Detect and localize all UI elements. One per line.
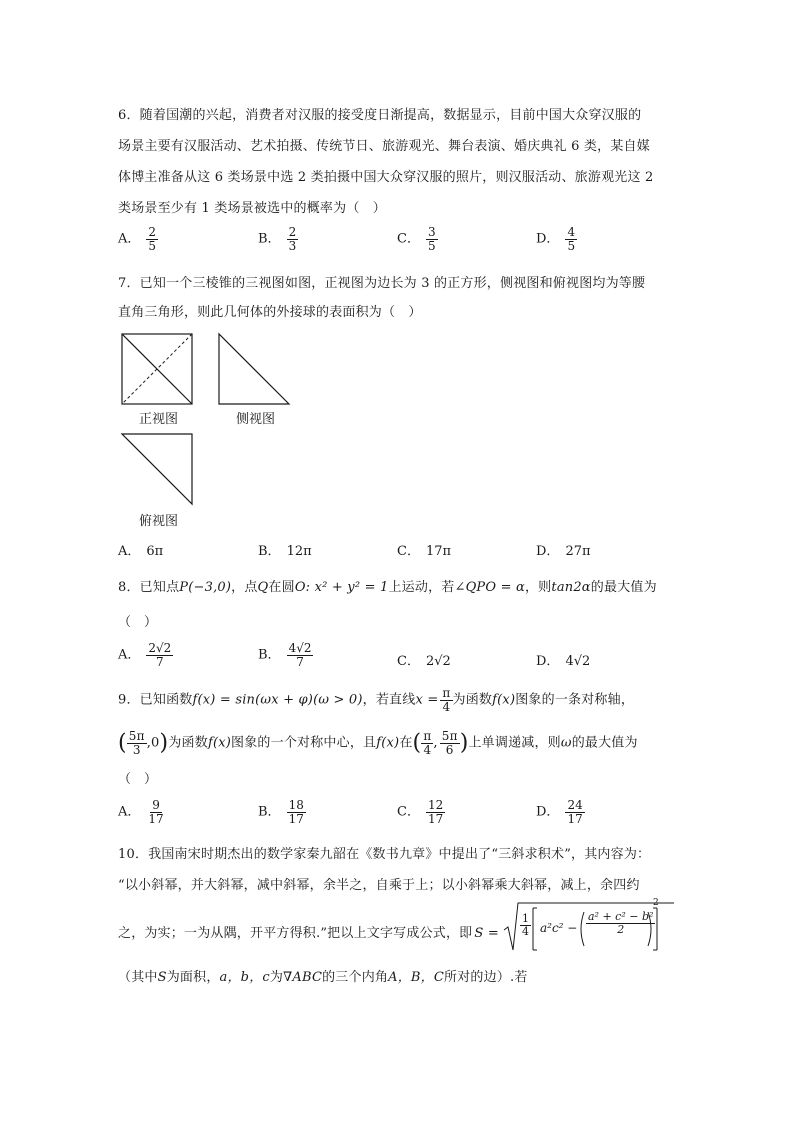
one-quarter: $\frac{1}{4}$: [522, 912, 529, 938]
q7-option-b[interactable]: B． 12π: [258, 544, 312, 559]
q8-option-a[interactable]: A． $\frac{2√2}{7}$: [118, 641, 172, 669]
q9-answer-paren: （ ）: [118, 772, 158, 787]
q6-line-2: 场景主要有汉服活动、艺术拍摄、传统节日、旅游观光、舞台表演、婚庆典礼 6 类，某自媒: [118, 139, 650, 154]
q8-option-d[interactable]: D． 4√2: [536, 654, 591, 669]
point-p: P(−3,0): [179, 580, 232, 595]
circle-eq: O: x² + y² = 1: [294, 580, 389, 595]
formula-a2c2: a²c² −: [540, 921, 578, 935]
q6-option-a[interactable]: A． $\frac{2}{5}$: [118, 225, 157, 253]
qin-jiushao-formula: [502, 900, 677, 954]
q7-option-d[interactable]: D． 27π: [536, 544, 591, 559]
q9-option-c[interactable]: C． $\frac{12}{17}$: [397, 798, 444, 826]
q6-option-d[interactable]: D． $\frac{4}{5}$: [536, 225, 576, 253]
formula-square-exponent: 2: [653, 898, 659, 908]
q9-option-d[interactable]: D． $\frac{24}{17}$: [536, 798, 583, 826]
q8-option-b[interactable]: B． $\frac{4√2}{7}$: [258, 641, 312, 669]
front-view-square: [122, 334, 192, 404]
q9-option-a[interactable]: A． $\frac{9}{17}$: [118, 798, 164, 826]
q8-answer-paren: （ ）: [118, 615, 158, 630]
q8-stem: 8．已知点P(−3,0)，点Q在圆O: x² + y² = 1上运动，若∠QPO = α，则tan2α的最大值为: [118, 580, 657, 595]
q7-option-a[interactable]: A． 6π: [118, 544, 164, 559]
q10-line-4: （其中S为面积，a，b，c为∇ABC的三个内角A，B，C所对的边）.若: [118, 970, 528, 985]
q6-option-b[interactable]: B． $\frac{2}{3}$: [258, 225, 297, 253]
q6-line-4: 类场景至少有 1 类场景被选中的概率为（ ）: [118, 201, 386, 216]
q6-line-1: 6．随着国潮的兴起，消费者对汉服的接受度日渐提高，数据显示，目前中国大众穿汉服的: [118, 108, 642, 123]
q7-line-1: 7．已知一个三棱锥的三视图如图，正视图为边长为 3 的正方形，侧视图和俯视图均为等腰: [118, 276, 646, 291]
front-view-caption: 正视图: [139, 412, 179, 427]
top-view-triangle: [122, 434, 192, 504]
q9-stem-line-2: ( $\frac{5\pi}{3}$ ,0)为函数f(x)图象的一个对称中心，且f(x)在( $\frac{\pi}{4}$ , $\frac{5\pi}{6}$ )上单调递减，则ω的最大值为: [118, 729, 638, 757]
q8-option-c[interactable]: C． 2√2: [397, 654, 451, 669]
q10-line-1: 10．我国南宋时期杰出的数学家秦九韶在《数书九章》中提出了“三斜求积术”，其内容为：: [118, 847, 651, 862]
q9-option-b[interactable]: B． $\frac{18}{17}$: [258, 798, 304, 826]
q7-option-c[interactable]: C． 17π: [397, 544, 452, 559]
q7-line-2: 直角三角形，则此几何体的外接球的表面积为（ ）: [118, 305, 422, 320]
side-view-triangle: [219, 334, 289, 404]
side-view-caption: 侧视图: [236, 412, 276, 427]
formula-inner-fraction: $\frac{\text{a² + c² − b²}}{2}$: [588, 910, 654, 936]
q6-line-3: 体博主准备从这 6 类场景中选 2 类拍摄中国大众穿汉服的照片，则汉服活动、旅游观光这 2: [118, 170, 654, 185]
q9-stem-line-1: 9．已知函数f(x) = sin(ωx + φ)(ω > 0)，若直线x = $\frac{\pi}{4}$ 为函数f(x)图象的一条对称轴，: [118, 686, 635, 714]
top-view-caption: 俯视图: [139, 514, 179, 529]
q10-line-3: 之，为实；一为从隅，开平方得积.”把以上文字写成公式，即 S =: [118, 926, 499, 941]
q6-option-c[interactable]: C． $\frac{3}{5}$: [397, 225, 436, 253]
q10-line-2: “以小斜幂，并大斜幂，减中斜幂，余半之，自乘于上；以小斜幂乘大斜幂，减上，余四约: [118, 878, 640, 893]
